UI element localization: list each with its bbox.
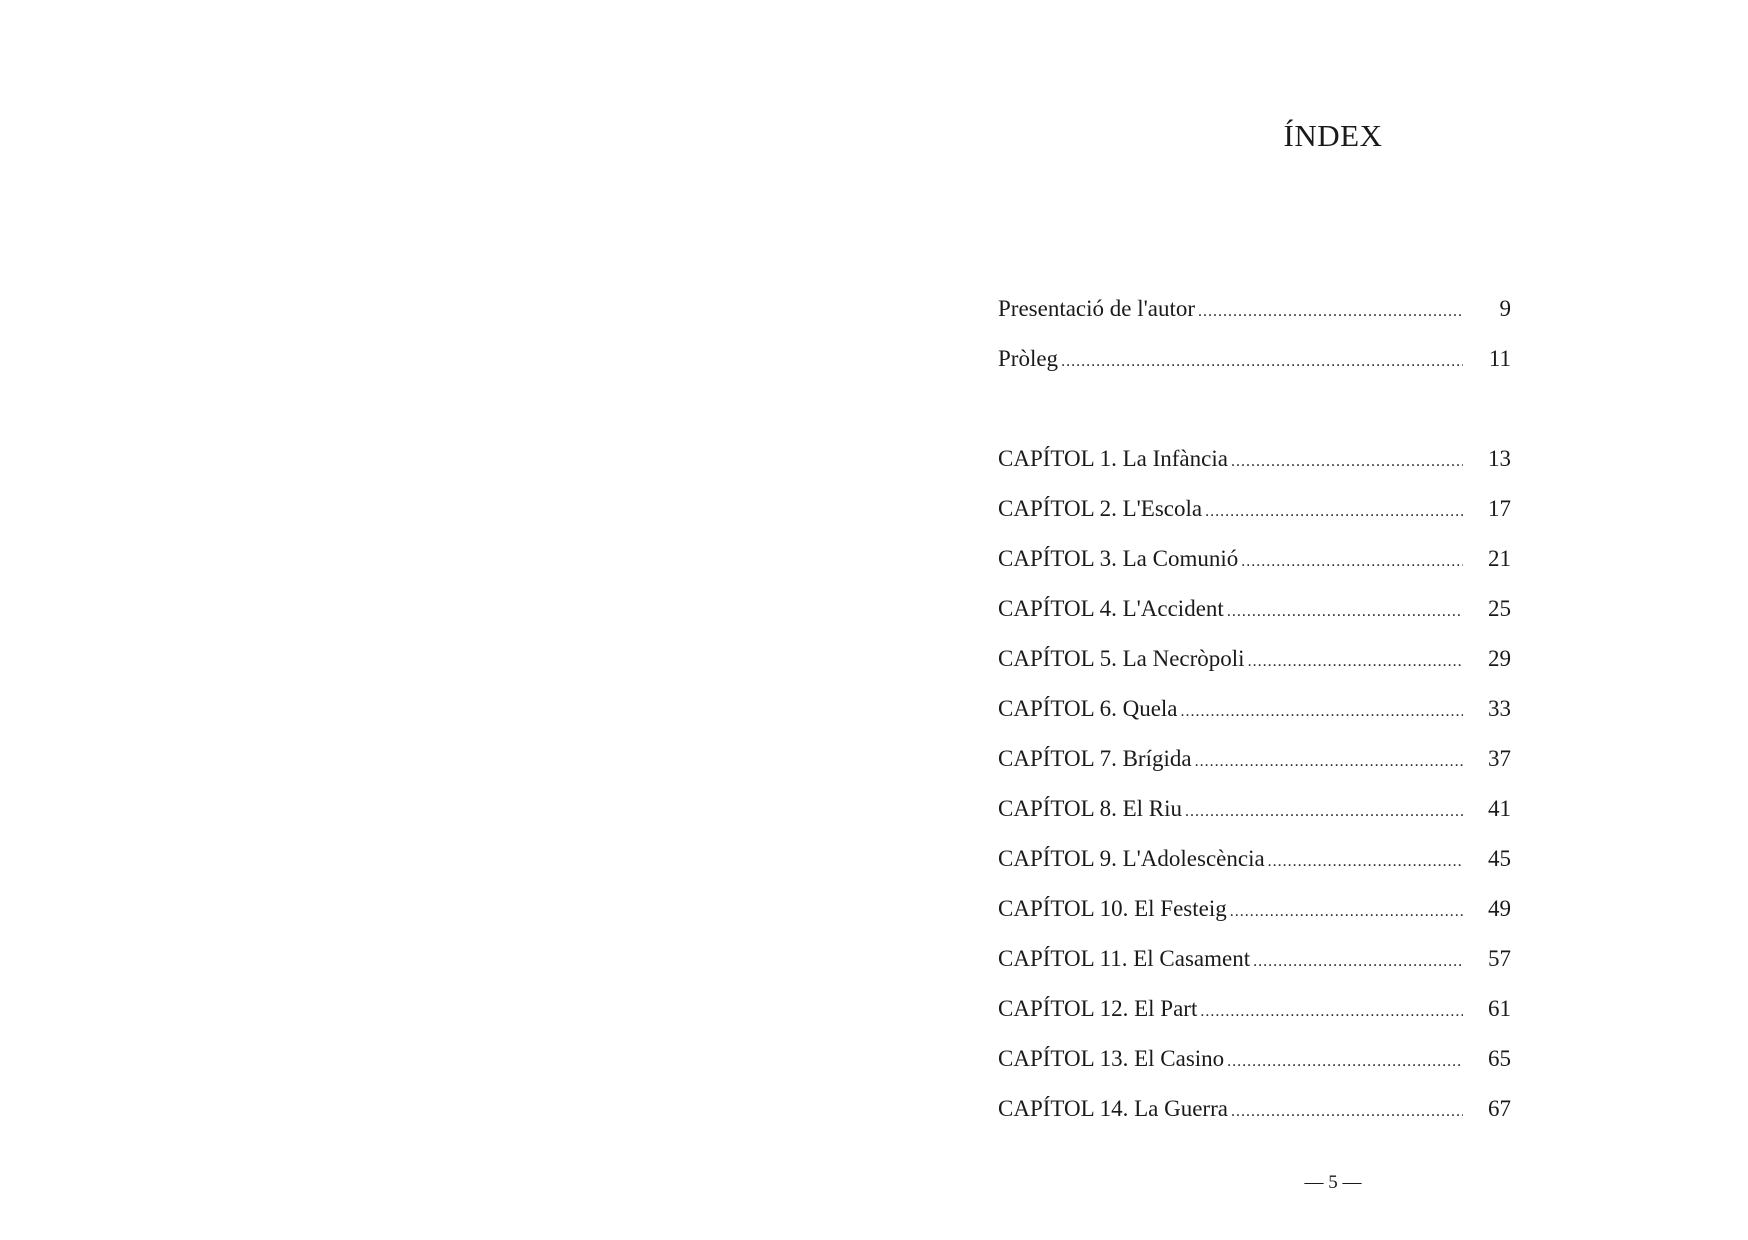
toc-entry-label: CAPÍTOL 5. La Necròpoli [998, 646, 1245, 671]
page-number-footer: — 5 — [1304, 1172, 1362, 1193]
toc-entry-chapter-8[interactable] [998, 792, 1511, 826]
toc-page-number: 65 [1488, 1046, 1511, 1071]
toc-entry-proleg[interactable] [998, 342, 1511, 376]
toc-entry-chapter-2[interactable] [998, 492, 1511, 526]
toc-entry-label: CAPÍTOL 11. El Casament [998, 946, 1251, 971]
toc-page-number: 29 [1488, 646, 1511, 671]
toc-entry-label: CAPÍTOL 1. La Infància [998, 446, 1228, 471]
toc-entry-label: CAPÍTOL 7. Brígida [998, 746, 1192, 771]
toc-page-number: 61 [1488, 996, 1511, 1021]
dot-leader [1227, 1045, 1463, 1079]
toc-entry-chapter-11[interactable] [998, 942, 1511, 976]
toc-page-number: 41 [1488, 796, 1511, 821]
toc-entry-chapter-12[interactable] [998, 992, 1511, 1026]
dot-leader [1205, 495, 1463, 529]
toc-entry-presentacio[interactable] [998, 292, 1511, 326]
toc-page-number: 57 [1488, 946, 1511, 971]
dot-leader [1061, 345, 1463, 379]
toc-page-number: 45 [1488, 846, 1511, 871]
dot-leader [1227, 595, 1463, 629]
dot-leader [1195, 745, 1463, 779]
toc-entry-label: Pròleg [998, 346, 1059, 371]
toc-entry-chapter-4[interactable] [998, 592, 1511, 626]
toc-entry-chapter-10[interactable] [998, 892, 1511, 926]
toc-entry-label: CAPÍTOL 14. La Guerra [998, 1096, 1228, 1121]
toc-entry-chapter-7[interactable] [998, 742, 1511, 776]
toc-page-number: 67 [1488, 1096, 1511, 1121]
dot-leader [1241, 545, 1463, 579]
dot-leader [1231, 1095, 1463, 1129]
toc-page-number: 13 [1488, 446, 1511, 471]
toc-entry-label: CAPÍTOL 2. L'Escola [998, 496, 1203, 521]
toc-page-number: 11 [1488, 346, 1511, 371]
dot-leader [1185, 795, 1463, 829]
toc-entry-chapter-5[interactable] [998, 642, 1511, 676]
dot-leader [1253, 945, 1463, 979]
toc-entry-label: CAPÍTOL 8. El Riu [998, 796, 1183, 821]
toc-entry-label: CAPÍTOL 13. El Casino [998, 1046, 1225, 1071]
toc-page-number: 21 [1488, 546, 1511, 571]
toc-entry-chapter-1[interactable] [998, 442, 1511, 476]
toc-page-number: 37 [1488, 746, 1511, 771]
dot-leader [1268, 845, 1463, 879]
toc-page-number: 33 [1488, 696, 1511, 721]
toc-page-number: 9 [1499, 296, 1511, 321]
toc-entry-chapter-13[interactable] [998, 1042, 1511, 1076]
toc-entry-label: CAPÍTOL 9. L'Adolescència [998, 846, 1265, 871]
toc-entry-chapter-6[interactable] [998, 692, 1511, 726]
toc-entry-chapter-3[interactable] [998, 542, 1511, 576]
toc-entry-chapter-9[interactable] [998, 842, 1511, 876]
toc-entry-chapter-14[interactable] [998, 1092, 1511, 1126]
toc-entry-label: Presentació de l'autor [998, 296, 1196, 321]
toc-entry-label: CAPÍTOL 6. Quela [998, 696, 1178, 721]
dot-leader [1231, 445, 1463, 479]
toc-entry-label: CAPÍTOL 10. El Festeig [998, 896, 1227, 921]
dot-leader [1181, 695, 1463, 729]
index-page [874, 0, 1748, 1240]
toc-entry-label: CAPÍTOL 3. La Comunió [998, 546, 1239, 571]
toc-page-number: 49 [1488, 896, 1511, 921]
dot-leader [1200, 995, 1463, 1029]
dot-leader [1198, 295, 1463, 329]
dot-leader [1230, 895, 1463, 929]
toc-page-number: 25 [1488, 596, 1511, 621]
toc-entry-label: CAPÍTOL 4. L'Accident [998, 596, 1224, 621]
toc-entry-label: CAPÍTOL 12. El Part [998, 996, 1198, 1021]
dot-leader [1248, 645, 1463, 679]
toc-page-number: 17 [1488, 496, 1511, 521]
page-title: ÍNDEX [1283, 118, 1383, 153]
